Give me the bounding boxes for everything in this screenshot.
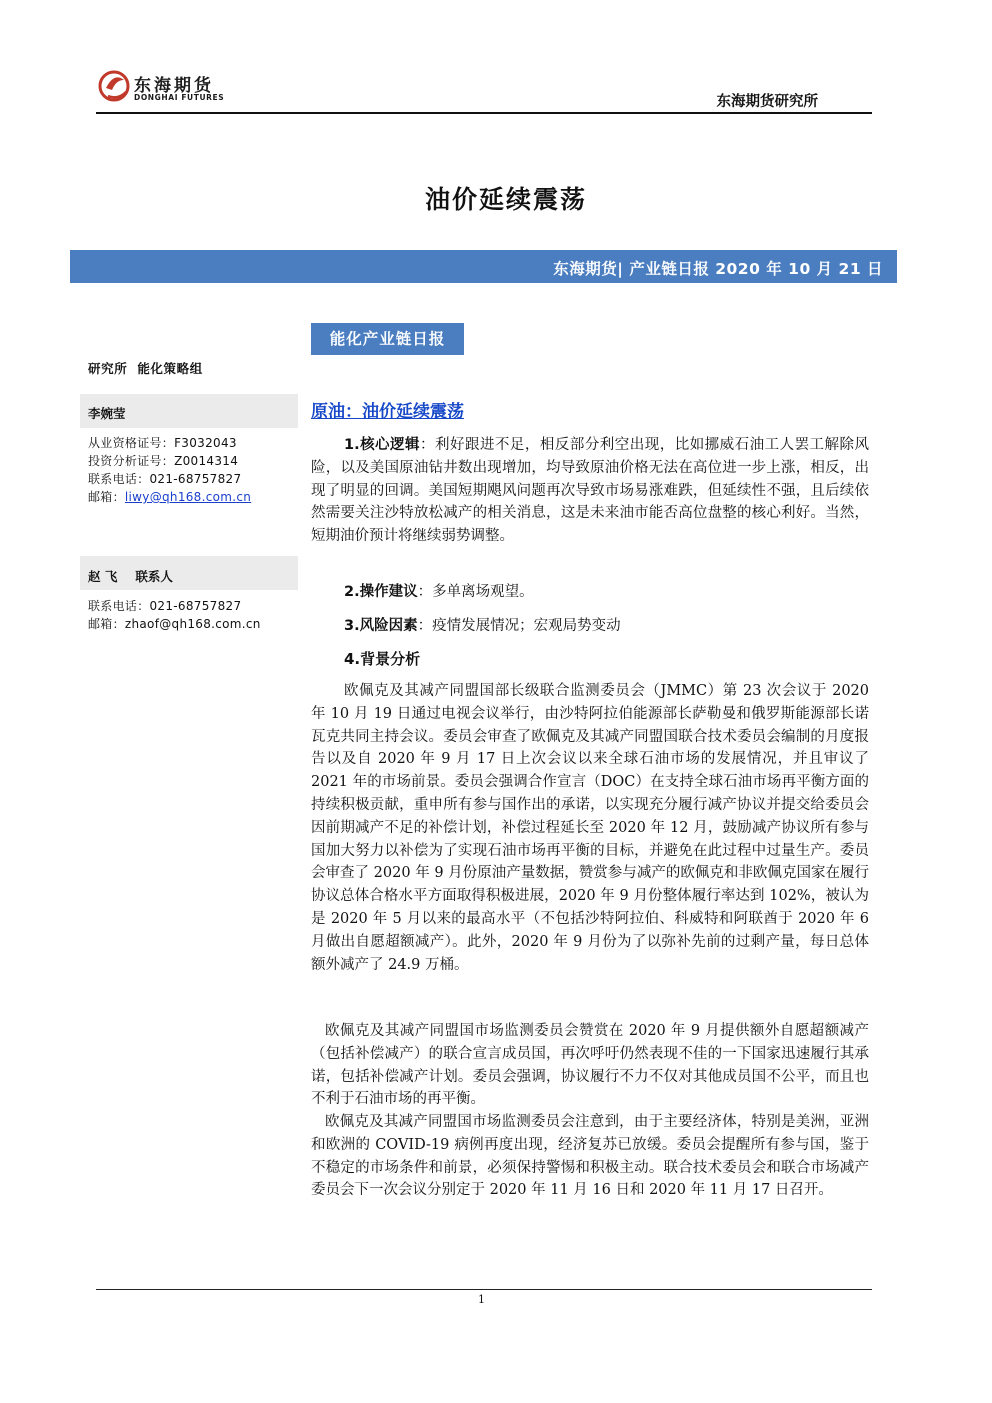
analyst-contact [88,434,251,506]
email-row [88,488,251,506]
section-subheading[interactable]: 原油：油价延续震荡 [311,402,464,422]
section-tag: 能化产业链日报 [311,323,464,355]
header-divider [96,112,872,114]
footer-divider [96,1289,872,1290]
background-heading: 4.背景分析 [344,650,421,668]
contact-info [88,597,261,633]
operation-advice [344,580,534,601]
report-banner [70,250,897,283]
report-title: 油价延续震荡 [424,185,587,214]
department-label [88,359,203,377]
core-logic-label: 1.核心逻辑 [344,437,421,453]
background-paragraph-1: 欧佩克及其减产同盟国部长级联合监测委员会（JMMC）第 23 次会议于 2020 年 10 月 19 日通过电视会议举行，由沙特阿拉伯能源部长萨勒曼和俄罗斯能源部长诺瓦克共同主持会议。委员会审查了欧佩克及其减产同盟国联合技术委员会编制的月度报告以及自 2020 年 9 月 17 日上次会议以来全球石油市场的发展情况，并且审议了 2021 年的市场前景。委员会强调合作宣言（DOC）在支持全球石油市场再平衡方面的持续积极贡献，重申所有参与国作出的承诺，以实现充分履行减产协议并提交给委员会因前期减产不足的补偿计划，补偿过程延长至 2020 年 12 月，鼓励减产协议所有参与国加大努力以补偿为了实现石油市场再平衡的目标，并避免在此过程中过量生产。委员会审查了 2020 年 9 月份原油产量数据，赞赏参与减产的欧佩克和非欧佩克国家在履行协议总体合格水平方面取得积极进展，2020 年 9 月份整体履行率达到 102%，被认为是 2020 年 5 月以来的最高水平（不包括沙特阿拉伯、科威特和阿联酋于 2020 年 6 月做出自愿超额减产）。此外，2020 年 9 月份为了以弥补先前的过剩产量，每日总体额外减产了 24.9 万桶。 [311,683,869,973]
email-link[interactable]: liwy@qh168.com.cn [124,490,252,504]
banner-text: 东海期货| 产业链日报 2020 年 10 月 21 日 [553,260,883,278]
dept-name: 研究所 [88,361,128,376]
risk-text: ：疫情发展情况；宏观局势变动 [417,618,621,634]
risk-label: 3.风险因素 [344,618,418,634]
analyst-name: 李婉莹 [88,406,126,421]
logo-text-en: DONGHAI FUTURES [134,93,225,102]
operation-label: 2.操作建议 [344,584,418,600]
page-number: 1 [478,1293,485,1306]
contact-email: 邮箱：zhaof@qh168.com.cn [88,617,261,631]
email-label: 邮箱： [88,490,125,504]
phone-number: 联系电话：021-68757827 [88,472,242,486]
background-paragraph-3: 欧佩克及其减产同盟国市场监测委员会注意到，由于主要经济体，特别是美洲，亚洲和欧洲的 COVID-19 病例再度出现，经济复苏已放缓。委员会提醒所有参与国，鉴于不稳定的市场条件和前景，必须保持警惕和积极主动。联合技术委员会和联合市场减产委员会下一次会议分别定于 2020 年 11 月 16 日和 2020 年 11 月 17 日召开。 [311,1114,869,1199]
contact-name: 赵 飞 [88,569,118,584]
group-name: 能化策略组 [137,361,203,376]
core-logic-text: ：利好跟进不足，相反部分利空出现，比如挪威石油工人罢工解除风险，以及美国原油钻井数出现增加，均导致原油价格无法在高位进一步上涨，相反，出现了明显的回调。美国短期飓风问题再次导致市场易涨难跌，但延续性不强，且后续依然需要关注沙特放松减产的相关消息，这是未来油市能否高位盘整的核心利好。当然，短期油价预计将继续弱势调整。 [311,437,869,545]
contact-name-row [88,567,173,585]
risk-factors [344,614,621,635]
investment-number: 投资分析证号：Z0014314 [88,454,239,468]
qualification-number: 从业资格证号：F3032043 [88,436,237,450]
core-logic-paragraph [311,434,869,548]
institute-name: 东海期货研究所 [716,94,818,110]
contact-phone: 联系电话：021-68757827 [88,599,242,613]
logo-text-cn: 东海期货 [134,76,214,96]
contact-role: 联系人 [135,569,173,584]
background-paragraph-2: 欧佩克及其减产同盟国市场监测委员会赞赏在 2020 年 9 月提供额外自愿超额减产（包括补偿减产）的联合宣言成员国，再次呼吁仍然表现不佳的一下国家迅速履行其承诺，包括补偿减产计划。委员会强调，协议履行不力不仅对其他成员国不公平，而且也不利于石油市场的再平衡。 [311,1023,869,1108]
operation-text: ：多单离场观望。 [417,584,534,600]
